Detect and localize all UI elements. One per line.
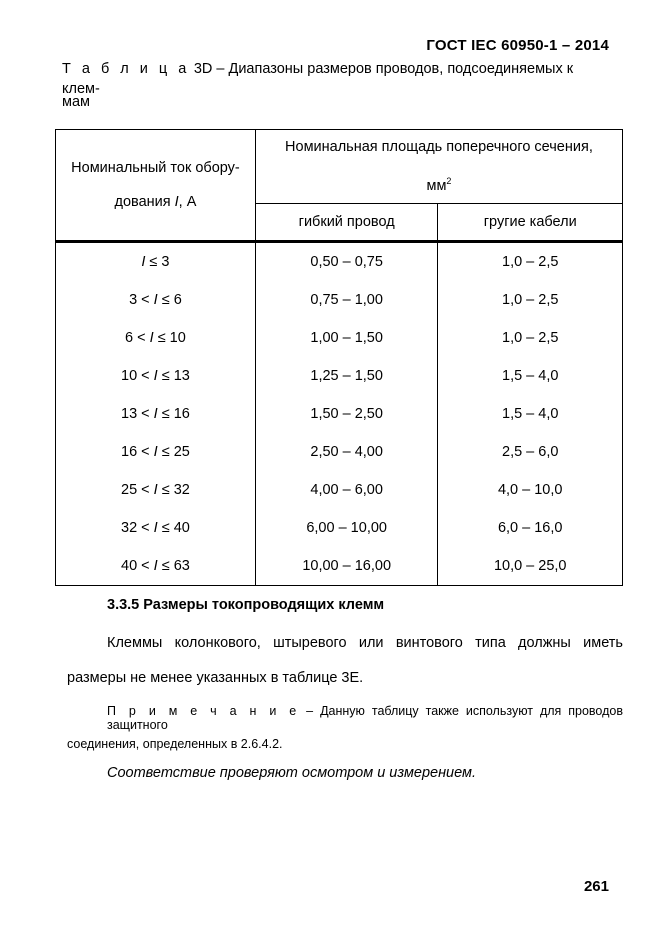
table-row [56,433,623,471]
cell-rigid: 1,0 – 2,5 [438,319,623,357]
cell-rigid: 2,5 – 6,0 [438,433,623,471]
header-rated-current [56,130,256,242]
table-row [56,509,623,547]
cell-current: 40 < I ≤ 63 [56,547,256,586]
cell-flexible: 4,00 – 6,00 [255,471,438,509]
header-rated-current-var: I [174,193,179,210]
note-text: – Данную таблицу также используют для проводов защитного [107,704,623,732]
cell-flexible: 10,00 – 16,00 [255,547,438,586]
table-row [56,319,623,357]
cell-current: 13 < I ≤ 16 [56,395,256,433]
cell-rigid: 1,5 – 4,0 [438,357,623,395]
compliance-statement: Соответствие проверяют осмотром и измерением. [107,765,476,781]
cell-current: 16 < I ≤ 25 [56,433,256,471]
header-cross-section-line1: Номинальная площадь поперечного сечения, [285,139,593,155]
paragraph-line2: размеры не менее указанных в таблице 3Е. [67,670,364,686]
page-number: 261 [583,878,609,895]
cell-rigid: 4,0 – 10,0 [438,471,623,509]
cell-current: 6 < I ≤ 10 [56,319,256,357]
cell-flexible: 0,50 – 0,75 [255,241,438,281]
table-row [56,395,623,433]
cell-current: 25 < I ≤ 32 [56,471,256,509]
section-title: 3.3.5 Размеры токопроводящих клемм [107,597,385,613]
document-header: ГОСТ IEC 60950-1 – 2014 [426,37,609,54]
cell-current: 10 < I ≤ 13 [56,357,256,395]
cell-flexible: 1,25 – 1,50 [255,357,438,395]
header-rigid-cable: гругие кабели [438,203,623,241]
cell-rigid: 6,0 – 16,0 [438,509,623,547]
cell-rigid: 1,5 – 4,0 [438,395,623,433]
cell-rigid: 1,0 – 2,5 [438,281,623,319]
table-row [56,281,623,319]
cell-flexible: 0,75 – 1,00 [255,281,438,319]
header-rated-current-line1: Номинальный ток обору- [71,159,240,176]
cell-current: 32 < I ≤ 40 [56,509,256,547]
table-caption-label: Т а б л и ц а [62,61,190,77]
cell-current: I ≤ 3 [56,241,256,281]
header-unit-text: мм [426,177,447,194]
header-unit-exponent: 2 [446,176,452,186]
header-rated-current-line2 [56,185,255,219]
cell-rigid: 1,0 – 2,5 [438,241,623,281]
note-label: П р и м е ч а н и е [107,704,300,718]
table-row [56,547,623,586]
header-cross-section-unit [256,164,622,203]
cell-flexible: 1,00 – 1,50 [255,319,438,357]
table-row [56,357,623,395]
cell-rigid: 10,0 – 25,0 [438,547,623,586]
cell-current: 3 < I ≤ 6 [56,281,256,319]
wire-size-table [55,129,623,586]
table-caption-continuation: мам [62,94,91,110]
note-line2: соединения, определенных в 2.6.4.2. [67,737,283,751]
table-row [56,241,623,281]
table-caption-text: 3D – Диапазоны размеров проводов, подсоединяемых к клем- [62,61,574,97]
note-line1 [107,704,623,732]
table-body [56,241,623,585]
header-cross-section [255,130,622,204]
header-rated-current-post: , А [178,193,197,210]
table-caption [62,59,610,99]
cell-flexible: 6,00 – 10,00 [255,509,438,547]
table-row [56,471,623,509]
cell-flexible: 1,50 – 2,50 [255,395,438,433]
header-rated-current-pre: дования [114,193,175,210]
paragraph-line1: Клеммы колонкового, штыревого или винтового типа должны иметь [107,635,623,651]
cell-flexible: 2,50 – 4,00 [255,433,438,471]
header-flexible-cable: гибкий провод [255,203,438,241]
